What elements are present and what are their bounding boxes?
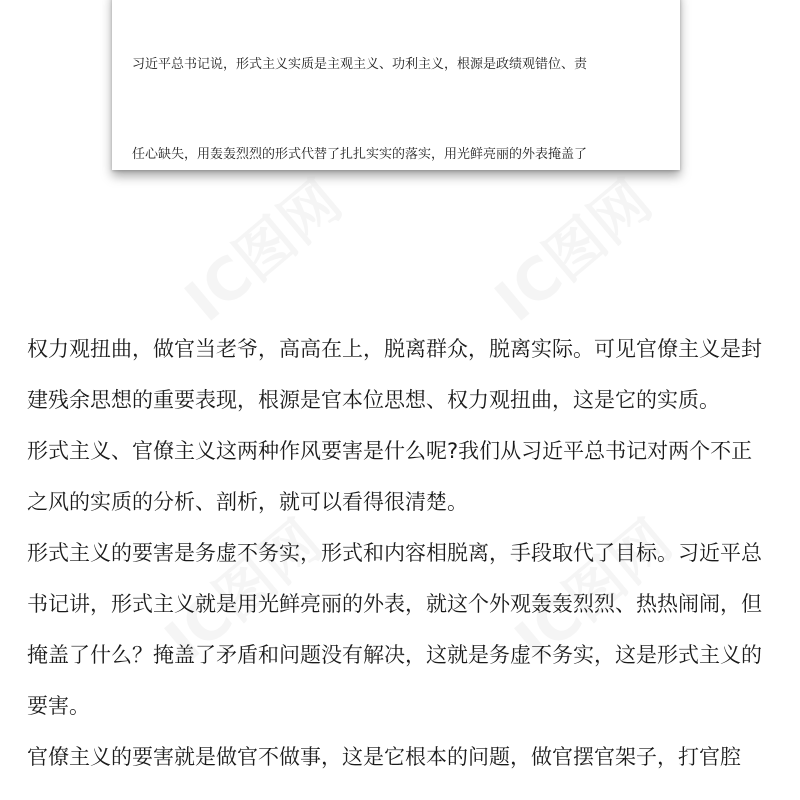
body-line: 形式主义的要害是务虚不务实，形式和内容相脱离，手段取代了目标。习近平总 [27, 541, 762, 565]
watermark-logo: IC图网 [482, 166, 665, 335]
body-line: 权力观扭曲，做官当老爷，高高在上，脱离群众，脱离实际。可见官僚主义是封 [27, 337, 762, 361]
document-preview-card [112, 0, 680, 170]
watermark-logo: IC图网 [152, 506, 335, 675]
article-body [27, 324, 787, 783]
card-line: 习近平总书记说，形式主义实质是主观主义、功利主义，根源是政绩观错位、责 [132, 57, 588, 72]
body-line: 要害。 [27, 694, 90, 718]
body-line: 掩盖了什么？掩盖了矛盾和问题没有解决，这就是务虚不务实，这是形式主义的 [27, 643, 762, 667]
body-line: 建残余思想的重要表现，根源是官本位思想、权力观扭曲，这是它的实质。 [27, 388, 720, 412]
watermark-logo: IC图网 [502, 506, 685, 675]
body-line: 书记讲，形式主义就是用光鲜亮丽的外表，就这个外观轰轰烈烈、热热闹闹，但 [27, 592, 762, 616]
card-line: 任心缺失，用轰轰烈烈的形式代替了扎扎实实的落实，用光鲜亮丽的外表掩盖了 [132, 147, 588, 162]
body-line: 官僚主义的要害就是做官不做事，这是它根本的问题，做官摆官架子，打官腔 [27, 745, 741, 769]
card-paragraph-bureaucratism [132, 140, 587, 170]
watermark-logo: IC图网 [172, 166, 355, 335]
body-line: 形式主义、官僚主义这两种作风要害是什么呢?我们从习近平总书记对两个不正 [27, 439, 753, 463]
body-line: 之风的实质的分析、剖析，就可以看得很清楚。 [27, 490, 468, 514]
